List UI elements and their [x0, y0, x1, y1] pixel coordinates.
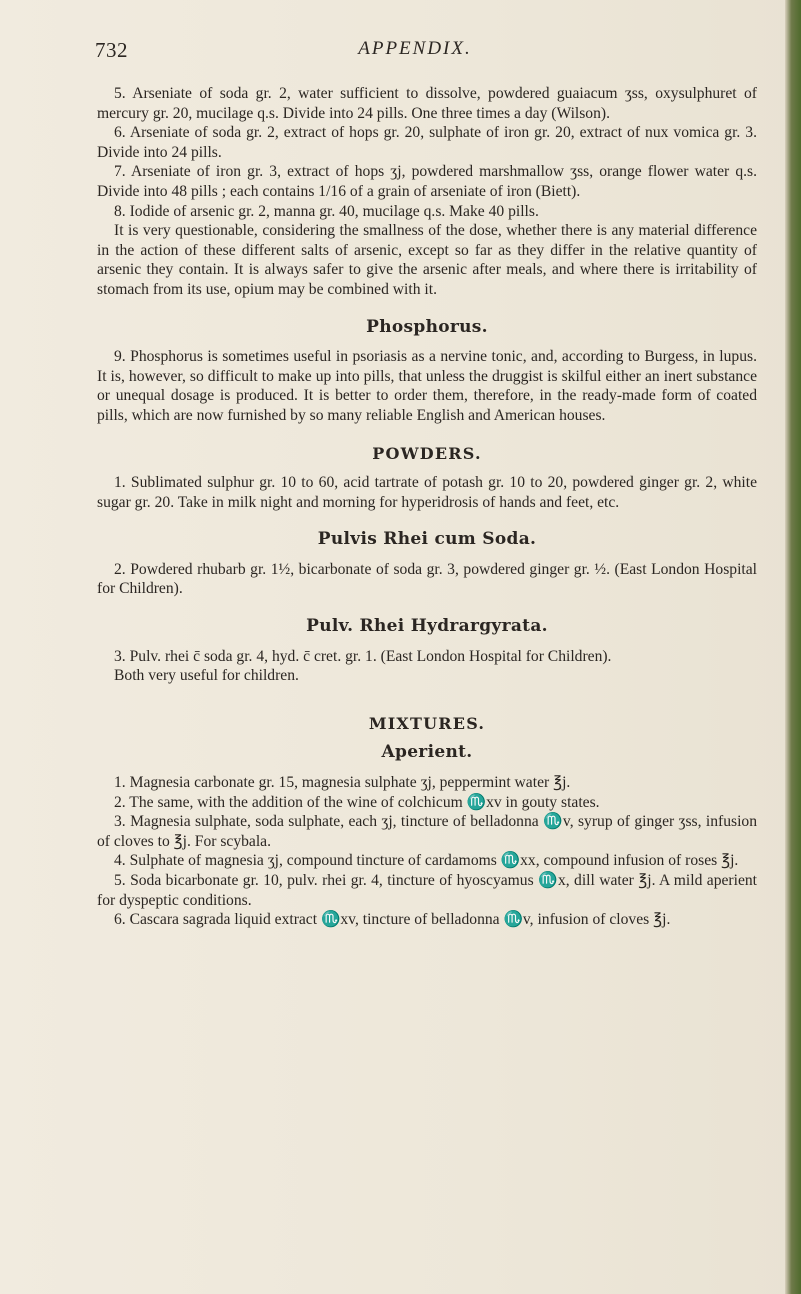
- mixture-3: 3. Magnesia sulphate, soda sulphate, each ʒj, tincture of belladonna ♏v, syrup of ginger ʒss, infusion of cloves to ℥j. For scybala.: [97, 813, 757, 850]
- mixture-4: 4. Sulphate of magnesia ʒj, compound tincture of cardamoms ♏xx, compound infusion of roses ℥j.: [114, 852, 739, 870]
- powder-1: 1. Sublimated sulphur gr. 10 to 60, acid tartrate of potash gr. 10 to 20, powdered ginger gr. 2, white sugar gr. 20. Take in milk night and morning for hyperidrosis of hands and feet, etc.: [97, 474, 757, 511]
- mixture-5: 5. Soda bicarbonate gr. 10, pulv. rhei gr. 4, tincture of hyoscyamus ♏x, dill water ℥j. A mild aperient for dyspeptic conditions.: [97, 872, 757, 909]
- page-number: 732: [95, 38, 128, 62]
- powder-2: 2. Powdered rhubarb gr. 1½, bicarbonate of soda gr. 3, powdered ginger gr. ½. (East London Hospital for Children).: [97, 560, 757, 598]
- powder-3: 3. Pulv. rhei c̄ soda gr. 4, hyd. c̄ cret. gr. 1. (East London Hospital for Children).: [114, 647, 612, 665]
- recipe-8: 8. Iodide of arsenic gr. 2, manna gr. 40, mucilage q.s. Make 40 pills.: [114, 202, 539, 220]
- mixture-2: 2. The same, with the addition of the wine of colchicum ♏xv in gouty states.: [114, 793, 600, 811]
- recipe-5: 5. Arseniate of soda gr. 2, water sufficient to dissolve, powdered guaiacum ʒss, oxysulphuret of mercury gr. 20, mucilage q.s. Divide into 24 pills. One three times a day (Wilson).: [97, 85, 757, 122]
- page-body: [97, 84, 757, 930]
- mixture-1: 1. Magnesia carbonate gr. 15, magnesia sulphate ʒj, peppermint water ℥j.: [114, 774, 571, 792]
- mixture-6: 6. Cascara sagrada liquid extract ♏xv, tincture of belladonna ♏v, infusion of cloves ℥j.: [114, 911, 671, 929]
- page-edge: [785, 0, 801, 1294]
- heading-powders: POWDERS.: [372, 443, 482, 463]
- heading-phosphorus: Phosphorus.: [366, 316, 488, 337]
- running-head: APPENDIX.: [358, 38, 472, 59]
- recipe-9: 9. Phosphorus is sometimes useful in psoriasis as a nervine tonic, and, according to Burgess, in lupus. It is, however, so difficult to make up into pills, that unless the druggist is skilful either an inert substance or unequal dosage is produced. It is better to order them, therefore, in the ready-made form of coated pills, which are now furnished by so many reliable English and American houses.: [97, 348, 757, 424]
- recipe-6: 6. Arseniate of soda gr. 2, extract of hops gr. 20, sulphate of iron gr. 20, extract of nux vomica gr. 3. Divide into 24 pills.: [97, 124, 757, 161]
- heading-aperient: Aperient.: [381, 742, 473, 763]
- page-header: [95, 38, 735, 68]
- recipe-7: 7. Arseniate of iron gr. 3, extract of hops ʒj, powdered marshmallow ʒss, orange flower water q.s. Divide into 48 pills ; each contains 1/16 of a grain of arseniate of iron (Biett).: [97, 163, 757, 200]
- arsenic-note: It is very questionable, considering the smallness of the dose, whether there is any material difference in the action of these different salts of arsenic, except so far as they differ in the relative quantity of arsenic they contain. It is always safer to give the arsenic after meals, and where there is irritability of stomach from its use, opium may be combined with it.: [97, 222, 757, 298]
- heading-pulv-rhei-hydrargyrata: Pulv. Rhei Hydrargyrata.: [306, 616, 548, 637]
- heading-mixtures: MIXTURES.: [368, 713, 486, 733]
- powder-note: Both very useful for children.: [114, 667, 299, 685]
- heading-pulvis-rhei-cum-soda: Pulvis Rhei cum Soda.: [317, 529, 537, 550]
